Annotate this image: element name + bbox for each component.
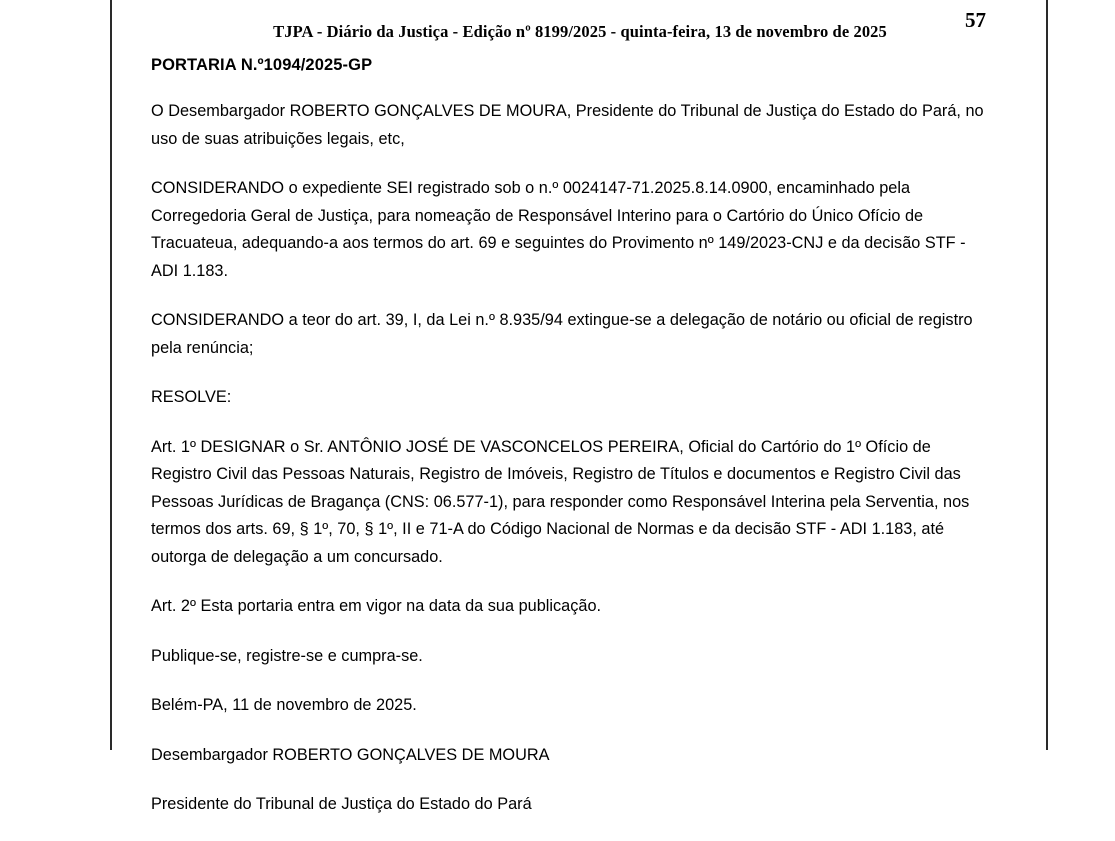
right-margin-rule <box>1046 0 1048 750</box>
page-title: PORTARIA N.º1094/2025-GP <box>151 56 373 74</box>
signature-role: Presidente do Tribunal de Justiça do Estado do Pará <box>151 795 532 813</box>
paragraph-place-date: Belém-PA, 11 de novembro de 2025. <box>151 696 417 714</box>
paragraph-art-1: Art. 1º DESIGNAR o Sr. ANTÔNIO JOSÉ DE VASCONCELOS PEREIRA, Oficial do Cartório do 1º Ofício de Registro Civil das Pessoas Naturais, Registro de Imóveis, Registro de Títulos e documentos e Registro Civil das Pessoas Jurídicas de Bragança (CNS: 06.577-1), para responder como Responsável Interina pela Serventia, nos termos dos arts. 69, § 1º, 70, § 1º, II e 71-A do Código Nacional de Normas e da decisão STF - ADI 1.183, até outorga de delegação a um concursado. <box>151 437 970 566</box>
paragraph-preamble: O Desembargador ROBERTO GONÇALVES DE MOURA, Presidente do Tribunal de Justiça do Estado do Pará, no uso de suas atribuições legais, etc, <box>151 102 984 148</box>
page-number: 57 <box>965 8 986 32</box>
paragraph-art-2: Art. 2º Esta portaria entra em vigor na data da sua publicação. <box>151 597 602 615</box>
paragraph-considerando-1: CONSIDERANDO o expediente SEI registrado sob o n.º 0024147-71.2025.8.14.0900, encaminhado pela Corregedoria Geral de Justiça, para nomeação de Responsável Interino para o Cartório do Único Ofício de Tracuateua, adequando-a aos termos do art. 69 e seguintes do Provimento nº 149/2023-CNJ e da decisão STF - ADI 1.183. <box>151 179 966 280</box>
paragraph-publique-se: Publique-se, registre-se e cumpra-se. <box>151 646 423 665</box>
left-margin-rule <box>110 0 112 750</box>
page-header: TJPA - Diário da Justiça - Edição nº 8199/2025 - quinta-feira, 13 de novembro de 2025 <box>273 22 887 41</box>
signature-name: Desembargador ROBERTO GONÇALVES DE MOURA <box>151 745 550 764</box>
paragraph-resolve: RESOLVE: <box>151 388 232 406</box>
paragraph-considerando-2: CONSIDERANDO a teor do art. 39, I, da Lei n.º 8.935/94 extingue-se a delegação de notário ou oficial de registro pela renúncia; <box>151 311 973 357</box>
document-body <box>151 56 996 841</box>
